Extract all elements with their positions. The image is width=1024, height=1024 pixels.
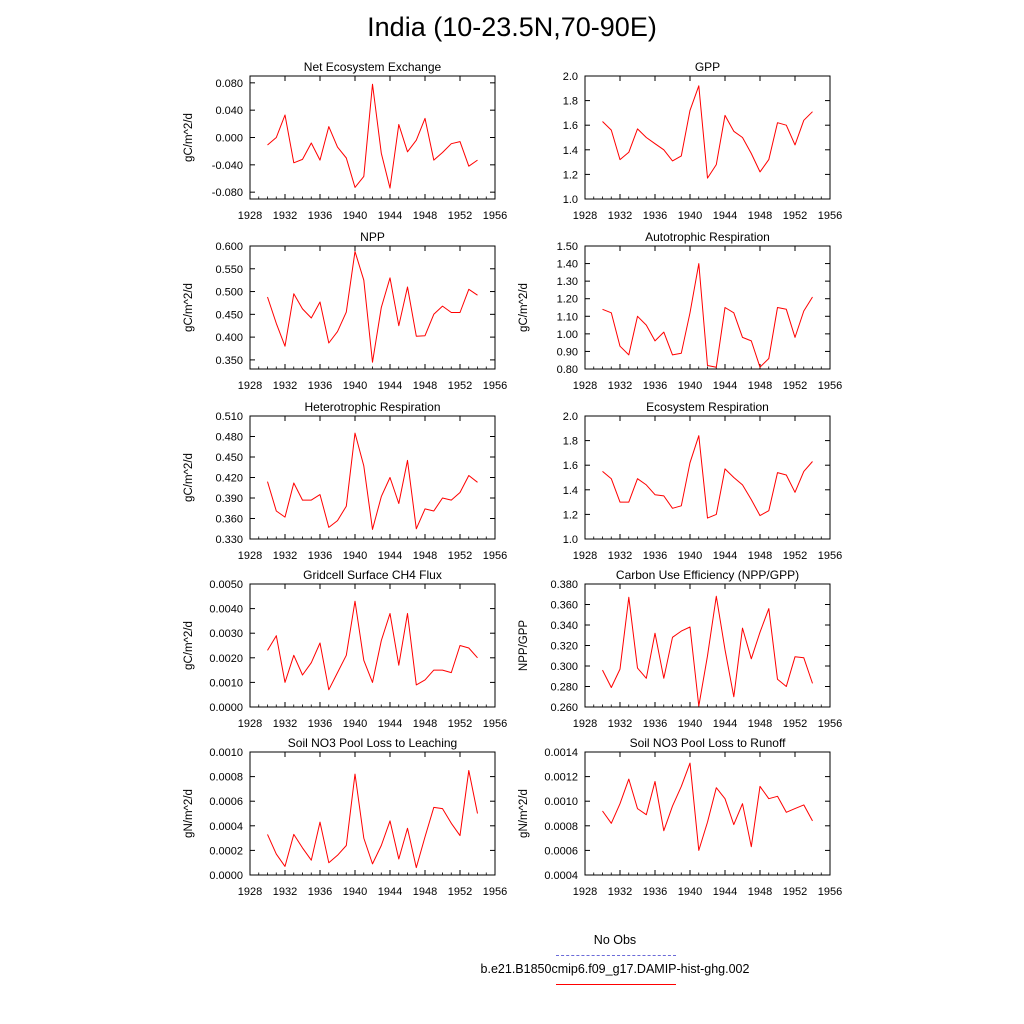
chart-2-title: NPP bbox=[360, 230, 385, 244]
chart-4-ytick-label: 0.480 bbox=[215, 431, 243, 444]
legend-label-model: b.e21.B1850cmip6.f09_g17.DAMIP-hist-ghg.002 bbox=[480, 962, 750, 976]
chart-1-frame bbox=[585, 76, 830, 199]
chart-1-ytick-label: 1.6 bbox=[562, 120, 578, 133]
chart-5-ytick-label: 1.2 bbox=[562, 509, 578, 522]
chart-0-series-line bbox=[268, 84, 478, 188]
chart-0-ytick-label: 0.080 bbox=[215, 77, 243, 90]
chart-5-xtick-label: 1948 bbox=[747, 550, 773, 562]
chart-0-ytick-label: 0.040 bbox=[215, 105, 243, 118]
chart-4-ytick-label: 0.330 bbox=[215, 534, 243, 546]
chart-3-series-line bbox=[603, 264, 813, 368]
chart-4-xtick-label: 1948 bbox=[412, 550, 438, 562]
chart-4-ytick-label: 0.450 bbox=[215, 452, 243, 464]
chart-6-ytick-label: 0.0020 bbox=[209, 652, 243, 665]
chart-5-ytick-label: 2.0 bbox=[562, 411, 578, 423]
chart-0-xtick-label: 1940 bbox=[342, 210, 368, 222]
chart-7-xtick-label: 1952 bbox=[782, 718, 808, 730]
chart-1-ytick-label: 1.8 bbox=[562, 95, 578, 108]
chart-5-ytick-label: 1.8 bbox=[562, 435, 578, 448]
chart-3-ytick-label: 1.50 bbox=[556, 241, 578, 253]
chart-2-ylabel: gC/m^2/d bbox=[183, 283, 195, 332]
chart-7-ytick-label: 0.300 bbox=[550, 661, 578, 673]
chart-2-xtick-label: 1956 bbox=[482, 380, 508, 392]
chart-2-frame bbox=[250, 246, 495, 369]
chart-2-ytick-label: 0.400 bbox=[215, 332, 243, 345]
chart-2-series-line bbox=[268, 252, 478, 363]
chart-3-frame bbox=[585, 246, 830, 369]
chart-7-ytick-label: 0.380 bbox=[550, 579, 578, 591]
chart-8-ytick-label: 0.0000 bbox=[209, 870, 243, 882]
chart-2-xtick-label: 1928 bbox=[237, 380, 263, 392]
chart-3-xtick-label: 1948 bbox=[747, 380, 773, 392]
chart-0-ytick-label: -0.080 bbox=[211, 187, 243, 200]
chart-1-xtick-label: 1936 bbox=[642, 210, 668, 222]
chart-9-xtick-label: 1948 bbox=[747, 886, 773, 898]
chart-8-xtick-label: 1932 bbox=[272, 886, 298, 898]
chart-7-xtick-label: 1928 bbox=[572, 718, 598, 730]
chart-5-series-line bbox=[603, 436, 813, 518]
chart-8-xtick-label: 1940 bbox=[342, 886, 368, 898]
chart-2-xtick-label: 1952 bbox=[447, 380, 473, 392]
chart-8-ylabel: gN/m^2/d bbox=[183, 789, 195, 838]
chart-8-xtick-label: 1956 bbox=[482, 886, 508, 898]
chart-3-ytick-label: 0.80 bbox=[556, 364, 578, 376]
chart-2-xtick-label: 1932 bbox=[272, 380, 298, 392]
chart-2-xtick-label: 1936 bbox=[307, 380, 333, 392]
chart-1-title: GPP bbox=[694, 60, 721, 74]
chart-6-ytick-label: 0.0040 bbox=[209, 603, 243, 616]
chart-9-xtick-label: 1952 bbox=[782, 886, 808, 898]
chart-5-xtick-label: 1956 bbox=[817, 550, 843, 562]
chart-9-ytick-label: 0.0004 bbox=[544, 870, 578, 882]
chart-1-xtick-label: 1956 bbox=[817, 210, 843, 222]
chart-3-xtick-label: 1936 bbox=[642, 380, 668, 392]
chart-3-title: Autotrophic Respiration bbox=[645, 230, 770, 244]
chart-7-xtick-label: 1936 bbox=[642, 718, 668, 730]
page-title: India (10-23.5N,70-90E) bbox=[367, 12, 657, 42]
chart-0-xtick-label: 1948 bbox=[412, 210, 438, 222]
chart-6-ytick-label: 0.0010 bbox=[209, 677, 243, 690]
chart-0-title: Net Ecosystem Exchange bbox=[303, 60, 442, 74]
chart-3-xtick-label: 1956 bbox=[817, 380, 843, 392]
chart-3-ytick-label: 1.20 bbox=[556, 293, 578, 306]
chart-0-xtick-label: 1932 bbox=[272, 210, 298, 222]
chart-8-frame bbox=[250, 752, 495, 875]
chart-8-xtick-label: 1928 bbox=[237, 886, 263, 898]
chart-5-xtick-label: 1928 bbox=[572, 550, 598, 562]
chart-6-ytick-label: 0.0000 bbox=[209, 702, 243, 714]
chart-3-xtick-label: 1928 bbox=[572, 380, 598, 392]
chart-9-xtick-label: 1936 bbox=[642, 886, 668, 898]
chart-4-frame bbox=[250, 416, 495, 539]
chart-5-frame bbox=[585, 416, 830, 539]
chart-5-ytick-label: 1.4 bbox=[562, 484, 578, 497]
chart-2-ytick-label: 0.350 bbox=[215, 354, 243, 367]
chart-7-ytick-label: 0.280 bbox=[550, 681, 578, 694]
chart-4-ytick-label: 0.420 bbox=[215, 472, 243, 485]
chart-2-ytick-label: 0.500 bbox=[215, 286, 243, 299]
chart-0-xtick-label: 1928 bbox=[237, 210, 263, 222]
chart-7-xtick-label: 1944 bbox=[712, 718, 738, 730]
chart-4-xtick-label: 1956 bbox=[482, 550, 508, 562]
chart-9-ytick-label: 0.0006 bbox=[544, 845, 578, 858]
chart-2-ytick-label: 0.550 bbox=[215, 263, 243, 276]
chart-5-ytick-label: 1.6 bbox=[562, 460, 578, 473]
chart-3-xtick-label: 1940 bbox=[677, 380, 703, 392]
chart-1-xtick-label: 1944 bbox=[712, 210, 738, 222]
chart-7-xtick-label: 1956 bbox=[817, 718, 843, 730]
chart-9-title: Soil NO3 Pool Loss to Runoff bbox=[629, 736, 786, 750]
chart-0-ylabel: gC/m^2/d bbox=[183, 113, 195, 162]
chart-1-ytick-label: 1.0 bbox=[562, 194, 578, 206]
chart-0-xtick-label: 1952 bbox=[447, 210, 473, 222]
chart-7-ytick-label: 0.260 bbox=[550, 702, 578, 714]
chart-4-ytick-label: 0.510 bbox=[215, 411, 243, 423]
chart-4-xtick-label: 1936 bbox=[307, 550, 333, 562]
chart-3-ytick-label: 0.90 bbox=[556, 346, 578, 359]
chart-7-ytick-label: 0.360 bbox=[550, 599, 578, 612]
chart-3-xtick-label: 1944 bbox=[712, 380, 738, 392]
chart-9-xtick-label: 1956 bbox=[817, 886, 843, 898]
chart-4-ylabel: gC/m^2/d bbox=[183, 453, 195, 502]
chart-9-ytick-label: 0.0008 bbox=[544, 820, 578, 833]
chart-7-frame bbox=[585, 584, 830, 707]
chart-6-ytick-label: 0.0050 bbox=[209, 579, 243, 591]
chart-6-frame bbox=[250, 584, 495, 707]
chart-2-xtick-label: 1944 bbox=[377, 380, 403, 392]
chart-4-series-line bbox=[268, 433, 478, 529]
chart-7-xtick-label: 1948 bbox=[747, 718, 773, 730]
chart-2-xtick-label: 1948 bbox=[412, 380, 438, 392]
chart-1-ytick-label: 1.4 bbox=[562, 144, 578, 157]
chart-8-xtick-label: 1936 bbox=[307, 886, 333, 898]
chart-4-title: Heterotrophic Respiration bbox=[304, 400, 441, 414]
chart-4-xtick-label: 1928 bbox=[237, 550, 263, 562]
chart-0-xtick-label: 1944 bbox=[377, 210, 403, 222]
chart-6-xtick-label: 1932 bbox=[272, 718, 298, 730]
chart-9-ytick-label: 0.0014 bbox=[544, 747, 578, 759]
chart-6-xtick-label: 1936 bbox=[307, 718, 333, 730]
chart-4-xtick-label: 1932 bbox=[272, 550, 298, 562]
chart-6-title: Gridcell Surface CH4 Flux bbox=[303, 568, 442, 582]
chart-3-ylabel: gC/m^2/d bbox=[518, 283, 530, 332]
chart-1-xtick-label: 1932 bbox=[607, 210, 633, 222]
chart-6-ytick-label: 0.0030 bbox=[209, 628, 243, 641]
chart-8-xtick-label: 1944 bbox=[377, 886, 403, 898]
chart-8-ytick-label: 0.0008 bbox=[209, 771, 243, 784]
chart-6-xtick-label: 1956 bbox=[482, 718, 508, 730]
chart-9-xtick-label: 1944 bbox=[712, 886, 738, 898]
chart-0-xtick-label: 1936 bbox=[307, 210, 333, 222]
chart-3-xtick-label: 1932 bbox=[607, 380, 633, 392]
chart-1-xtick-label: 1948 bbox=[747, 210, 773, 222]
chart-7-series-line bbox=[603, 596, 813, 706]
chart-9-xtick-label: 1928 bbox=[572, 886, 598, 898]
chart-5-xtick-label: 1952 bbox=[782, 550, 808, 562]
chart-3-ytick-label: 1.10 bbox=[556, 311, 578, 324]
chart-7-title: Carbon Use Efficiency (NPP/GPP) bbox=[615, 568, 800, 582]
chart-3-xtick-label: 1952 bbox=[782, 380, 808, 392]
chart-6-xtick-label: 1928 bbox=[237, 718, 263, 730]
chart-8-xtick-label: 1952 bbox=[447, 886, 473, 898]
chart-3-ytick-label: 1.30 bbox=[556, 276, 578, 289]
chart-8-ytick-label: 0.0010 bbox=[209, 747, 243, 759]
chart-9-xtick-label: 1932 bbox=[607, 886, 633, 898]
chart-4-ytick-label: 0.360 bbox=[215, 513, 243, 526]
chart-5-title: Ecosystem Respiration bbox=[646, 400, 769, 414]
chart-5-ytick-label: 1.0 bbox=[562, 534, 578, 546]
chart-9-ytick-label: 0.0010 bbox=[544, 796, 578, 809]
chart-8-xtick-label: 1948 bbox=[412, 886, 438, 898]
chart-6-xtick-label: 1952 bbox=[447, 718, 473, 730]
chart-7-ylabel: NPP/GPP bbox=[518, 619, 530, 672]
chart-0-ytick-label: -0.040 bbox=[211, 159, 243, 172]
chart-2-ytick-label: 0.450 bbox=[215, 309, 243, 322]
chart-0-xtick-label: 1956 bbox=[482, 210, 508, 222]
chart-6-series-line bbox=[268, 601, 478, 690]
chart-8-series-line bbox=[268, 771, 478, 868]
chart-7-xtick-label: 1932 bbox=[607, 718, 633, 730]
chart-3-ytick-label: 1.00 bbox=[556, 328, 578, 341]
chart-8-ytick-label: 0.0006 bbox=[209, 796, 243, 809]
chart-6-xtick-label: 1948 bbox=[412, 718, 438, 730]
chart-7-xtick-label: 1940 bbox=[677, 718, 703, 730]
chart-4-xtick-label: 1944 bbox=[377, 550, 403, 562]
chart-1-ytick-label: 2.0 bbox=[562, 71, 578, 83]
chart-1-xtick-label: 1940 bbox=[677, 210, 703, 222]
chart-3-ytick-label: 1.40 bbox=[556, 258, 578, 271]
chart-4-ytick-label: 0.390 bbox=[215, 493, 243, 505]
chart-7-ytick-label: 0.320 bbox=[550, 640, 578, 653]
chart-5-xtick-label: 1940 bbox=[677, 550, 703, 562]
chart-1-xtick-label: 1928 bbox=[572, 210, 598, 222]
chart-8-ytick-label: 0.0004 bbox=[209, 820, 243, 833]
chart-5-xtick-label: 1944 bbox=[712, 550, 738, 562]
chart-6-xtick-label: 1944 bbox=[377, 718, 403, 730]
chart-4-xtick-label: 1952 bbox=[447, 550, 473, 562]
chart-1-xtick-label: 1952 bbox=[782, 210, 808, 222]
chart-9-xtick-label: 1940 bbox=[677, 886, 703, 898]
chart-9-series-line bbox=[603, 763, 813, 850]
chart-7-ytick-label: 0.340 bbox=[550, 620, 578, 632]
chart-8-ytick-label: 0.0002 bbox=[209, 845, 243, 858]
chart-1-series-line bbox=[603, 86, 813, 178]
chart-6-xtick-label: 1940 bbox=[342, 718, 368, 730]
chart-0-frame bbox=[250, 76, 495, 199]
chart-1-ytick-label: 1.2 bbox=[562, 169, 578, 182]
chart-2-xtick-label: 1940 bbox=[342, 380, 368, 392]
chart-9-ytick-label: 0.0012 bbox=[544, 771, 578, 784]
chart-4-xtick-label: 1940 bbox=[342, 550, 368, 562]
legend-label-obs: No Obs bbox=[593, 933, 637, 947]
chart-6-ylabel: gC/m^2/d bbox=[183, 621, 195, 670]
chart-0-ytick-label: 0.000 bbox=[215, 132, 243, 145]
chart-5-xtick-label: 1936 bbox=[642, 550, 668, 562]
chart-9-frame bbox=[585, 752, 830, 875]
chart-2-ytick-label: 0.600 bbox=[215, 241, 243, 253]
chart-5-xtick-label: 1932 bbox=[607, 550, 633, 562]
chart-9-ylabel: gN/m^2/d bbox=[518, 789, 530, 838]
chart-8-title: Soil NO3 Pool Loss to Leaching bbox=[287, 736, 458, 750]
